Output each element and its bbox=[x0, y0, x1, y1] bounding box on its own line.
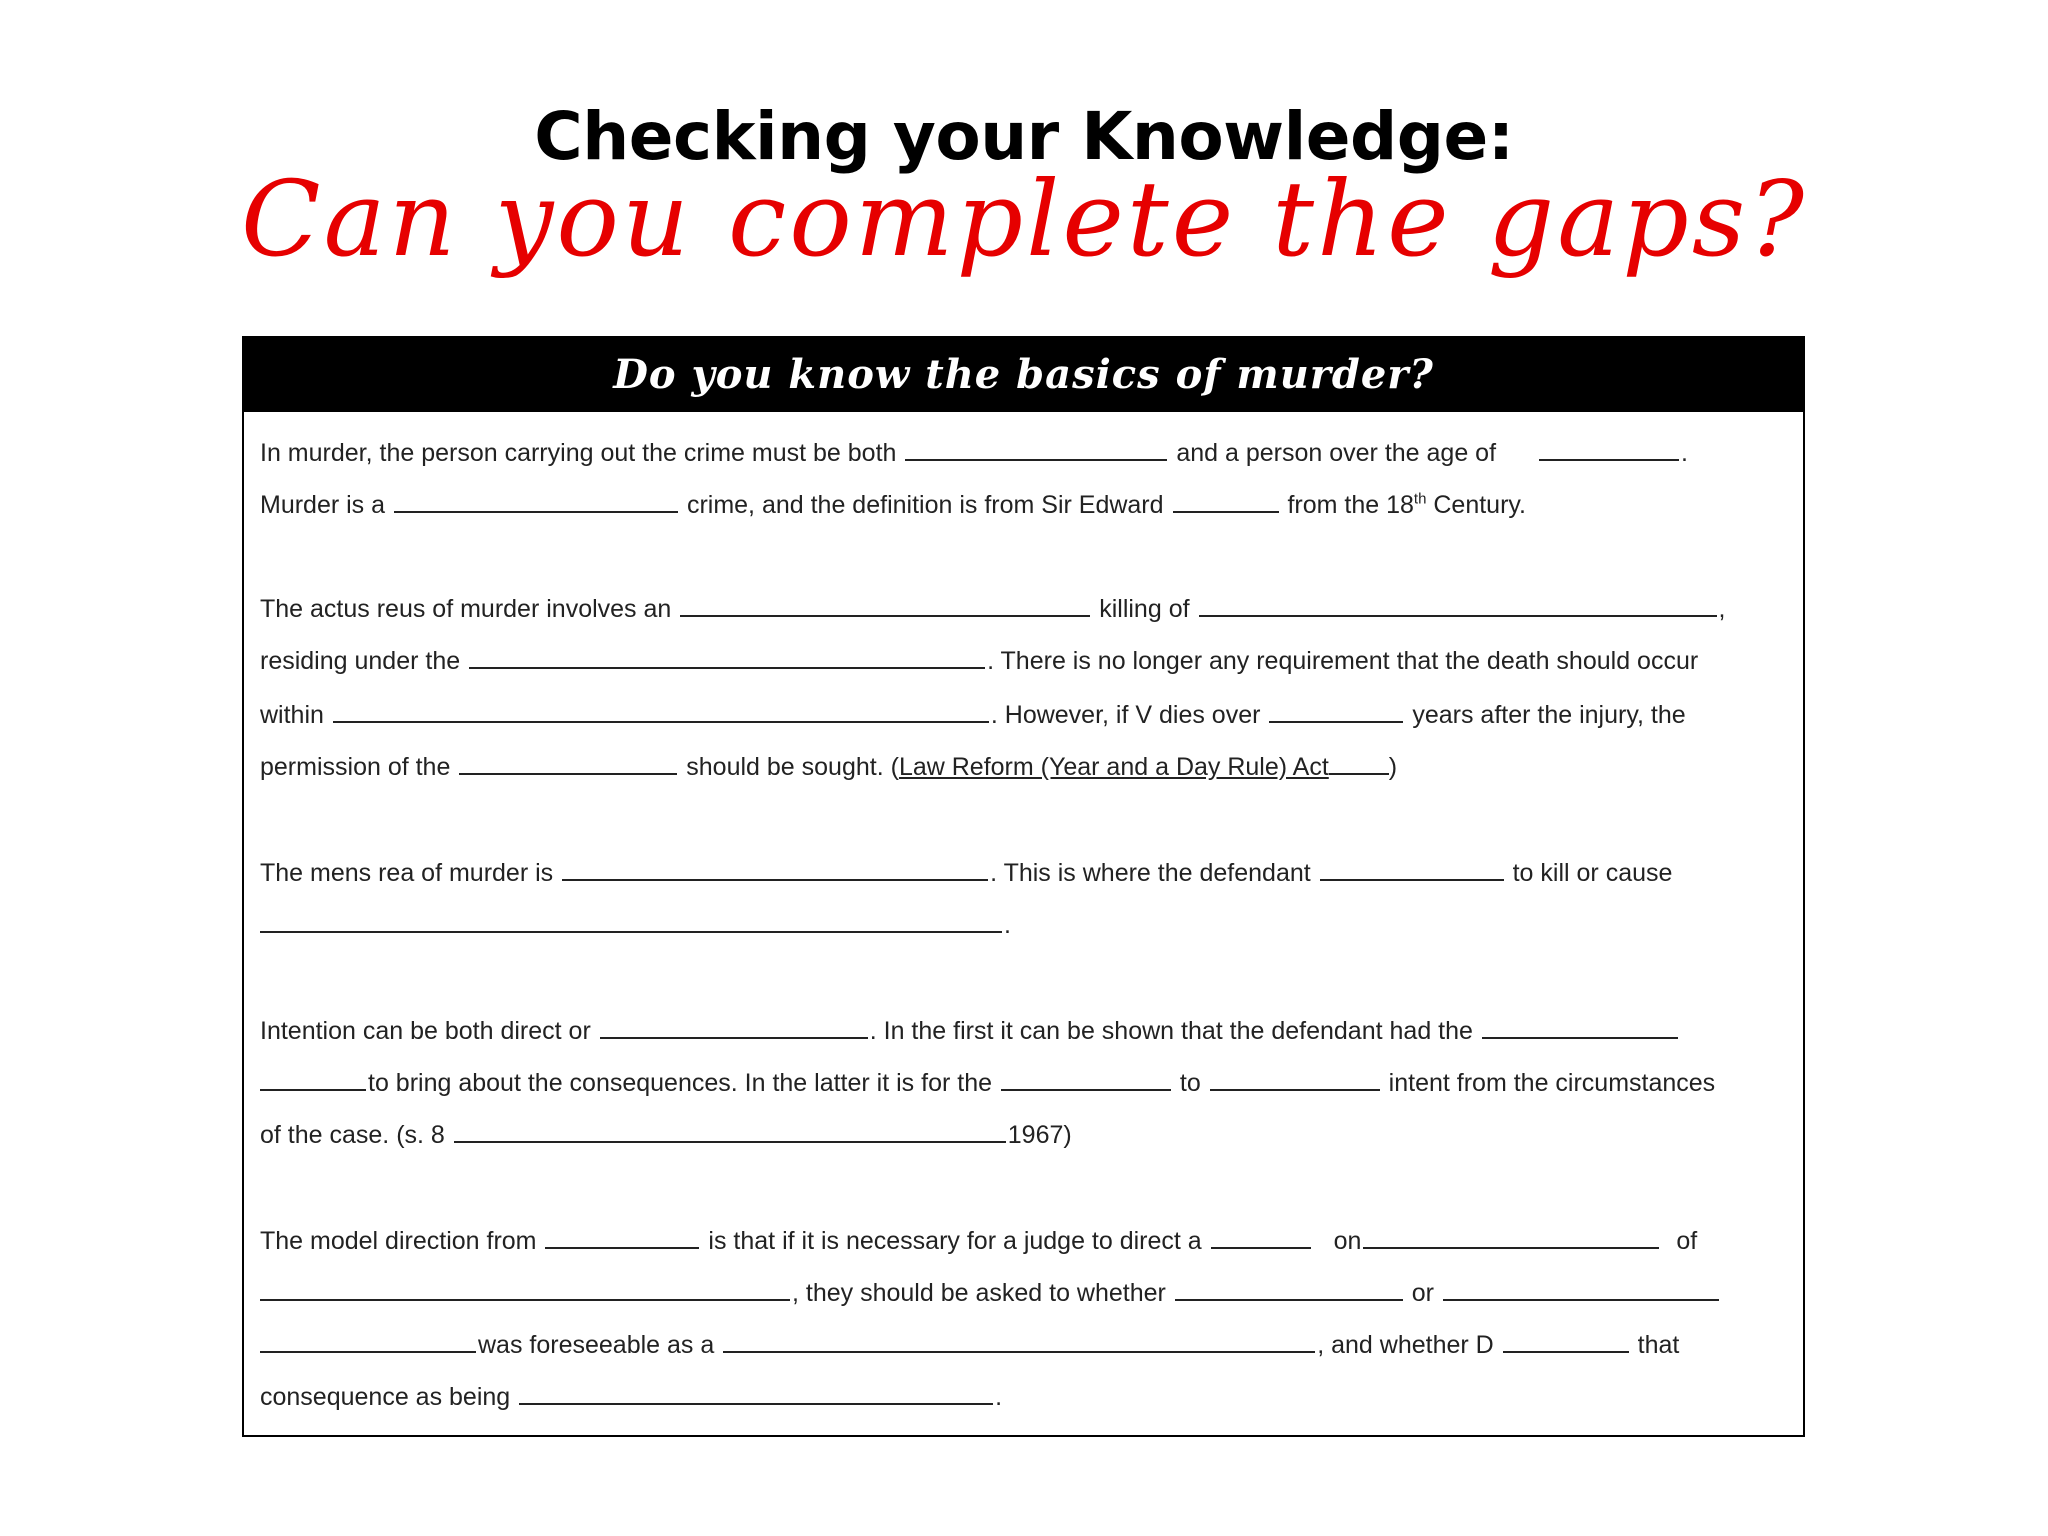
text: was foreseeable as a bbox=[478, 1331, 715, 1359]
text: . bbox=[1680, 439, 1688, 467]
gap-blank[interactable] bbox=[1320, 859, 1504, 881]
text: In murder, the person carrying out the crime must be both bbox=[260, 439, 897, 467]
text: is that if it is necessary for a judge to direct a bbox=[708, 1227, 1202, 1255]
text: . However, if V dies over bbox=[990, 701, 1261, 729]
text: Murder is a bbox=[260, 491, 386, 519]
worksheet-line bbox=[260, 858, 1672, 888]
text: , and whether D bbox=[1317, 1331, 1494, 1359]
gap-blank[interactable] bbox=[394, 491, 678, 513]
superscript: th bbox=[1413, 490, 1427, 508]
gap-blank[interactable] bbox=[600, 1017, 868, 1039]
worksheet-line bbox=[260, 1226, 1697, 1256]
text: permission of the bbox=[260, 753, 451, 781]
text: should be sought. ( bbox=[686, 753, 899, 781]
worksheet bbox=[242, 336, 1805, 1437]
text: . This is where the defendant bbox=[990, 859, 1311, 887]
gap-blank[interactable] bbox=[260, 1279, 790, 1301]
gap-blank[interactable] bbox=[562, 859, 988, 881]
gap-blank[interactable] bbox=[260, 911, 1002, 933]
worksheet-line bbox=[260, 1016, 1680, 1046]
worksheet-line bbox=[260, 1330, 1679, 1360]
gap-blank[interactable] bbox=[469, 647, 985, 669]
gap-blank[interactable] bbox=[1173, 491, 1279, 513]
text: residing under the bbox=[260, 647, 461, 675]
gap-blank[interactable] bbox=[260, 1331, 476, 1353]
worksheet-line bbox=[260, 752, 1397, 782]
text: . There is no longer any requirement that the death should occur bbox=[987, 647, 1699, 675]
gap-blank[interactable] bbox=[723, 1331, 1315, 1353]
gap-blank[interactable] bbox=[1539, 439, 1679, 461]
gap-blank[interactable] bbox=[1199, 595, 1717, 617]
worksheet-line bbox=[260, 1278, 1721, 1308]
text: to kill or cause bbox=[1512, 859, 1673, 887]
text: The mens rea of murder is bbox=[260, 859, 554, 887]
text: consequence as being bbox=[260, 1383, 511, 1411]
worksheet-line bbox=[260, 490, 1526, 520]
gap-blank[interactable] bbox=[260, 1069, 366, 1091]
text: years after the injury, the bbox=[1412, 701, 1686, 729]
text: The actus reus of murder involves an bbox=[260, 595, 672, 623]
gap-blank[interactable] bbox=[905, 439, 1167, 461]
text: that bbox=[1637, 1331, 1680, 1359]
gap-blank[interactable] bbox=[459, 753, 677, 775]
worksheet-line bbox=[260, 910, 1011, 940]
text: of the case. (s. 8 bbox=[260, 1121, 445, 1149]
gap-blank[interactable] bbox=[545, 1227, 699, 1249]
text: , bbox=[1718, 595, 1726, 623]
page-subtitle: Can you complete the gaps? bbox=[241, 158, 1807, 280]
text: of bbox=[1676, 1227, 1698, 1255]
gap-blank[interactable] bbox=[454, 1121, 1006, 1143]
gap-blank[interactable] bbox=[1211, 1227, 1311, 1249]
text: crime, and the definition is from Sir Edward bbox=[686, 491, 1164, 519]
text: within bbox=[260, 701, 324, 729]
text: to bbox=[1179, 1069, 1201, 1097]
text: . In the first it can be shown that the defendant had the bbox=[869, 1017, 1473, 1045]
gap-blank[interactable] bbox=[680, 595, 1090, 617]
text: or bbox=[1411, 1279, 1434, 1307]
text: Intention can be both direct or bbox=[260, 1017, 591, 1045]
text: ) bbox=[1388, 753, 1398, 781]
text: . bbox=[1004, 911, 1011, 939]
worksheet-line bbox=[260, 646, 1698, 676]
gap-blank[interactable] bbox=[333, 701, 989, 723]
worksheet-line bbox=[260, 1068, 1715, 1098]
gap-blank[interactable] bbox=[1503, 1331, 1629, 1353]
worksheet-line bbox=[260, 1120, 1072, 1150]
gap-blank[interactable] bbox=[519, 1383, 993, 1405]
gap-blank[interactable] bbox=[1329, 753, 1389, 775]
text: from the 18 bbox=[1287, 491, 1414, 519]
text: The model direction from bbox=[260, 1227, 537, 1255]
text: to bring about the consequences. In the latter it is for the bbox=[368, 1069, 992, 1097]
text: , they should be asked to whether bbox=[792, 1279, 1166, 1307]
act-reference: Law Reform (Year and a Day Rule) Act bbox=[898, 753, 1329, 781]
gap-blank[interactable] bbox=[1001, 1069, 1171, 1091]
text: killing of bbox=[1099, 595, 1190, 623]
worksheet-line bbox=[260, 700, 1686, 730]
gap-blank[interactable] bbox=[1269, 701, 1403, 723]
worksheet-line bbox=[260, 438, 1688, 468]
text: 1967) bbox=[1007, 1121, 1072, 1149]
text: Century. bbox=[1433, 491, 1527, 519]
page-title: Checking your Knowledge: bbox=[534, 98, 1514, 175]
gap-blank[interactable] bbox=[1482, 1017, 1678, 1039]
text: . bbox=[995, 1383, 1003, 1411]
worksheet-line bbox=[260, 1382, 1002, 1412]
gap-blank[interactable] bbox=[1175, 1279, 1403, 1301]
text: and a person over the age of bbox=[1176, 439, 1497, 467]
worksheet-heading: Do you know the basics of murder? bbox=[244, 338, 1803, 412]
text: intent from the circumstances bbox=[1388, 1069, 1716, 1097]
gap-blank[interactable] bbox=[1210, 1069, 1380, 1091]
gap-blank[interactable] bbox=[1443, 1279, 1719, 1301]
text: on bbox=[1333, 1227, 1362, 1255]
worksheet-line bbox=[260, 594, 1725, 624]
gap-blank[interactable] bbox=[1363, 1227, 1659, 1249]
